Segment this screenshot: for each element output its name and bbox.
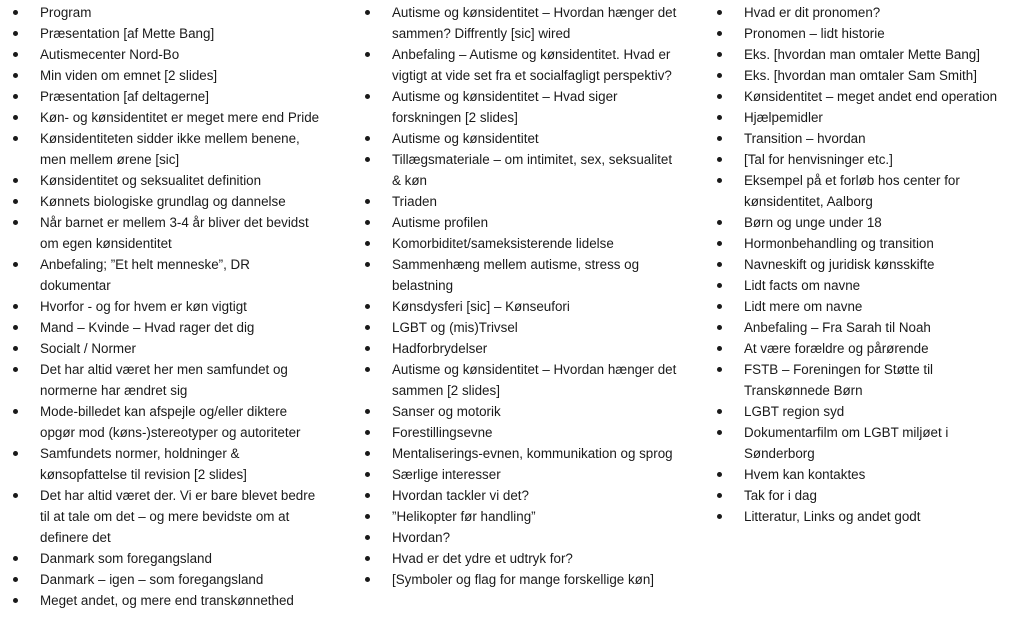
list-item-text: Eks. [hvordan man omtaler Mette Bang]	[744, 47, 980, 62]
bullet-icon	[717, 514, 722, 519]
list-item	[362, 527, 680, 548]
list-item-text: Autismecenter Nord-Bo	[40, 47, 180, 62]
bullet-column-2	[362, 2, 680, 590]
bullet-icon	[13, 199, 18, 204]
list-item	[714, 317, 1020, 338]
list-item-text: Autisme og kønsidentitet – Hvordan hænger det sammen? Diffrently [sic] wired	[392, 5, 677, 41]
bullet-icon	[717, 73, 722, 78]
bullet-icon	[717, 178, 722, 183]
bullet-icon	[365, 577, 370, 582]
bullet-icon	[717, 367, 722, 372]
bullet-icon	[717, 409, 722, 414]
bullet-icon	[365, 493, 370, 498]
list-item	[10, 191, 320, 212]
list-item-text: Når barnet er mellem 3-4 år bliver det bevidst om egen kønsidentitet	[40, 215, 309, 251]
list-item	[362, 128, 680, 149]
list-item-text: Lidt facts om navne	[744, 278, 861, 293]
list-item-text: Mand – Kvinde – Hvad rager det dig	[40, 320, 255, 335]
bullet-icon	[365, 10, 370, 15]
bullet-icon	[717, 94, 722, 99]
bullet-icon	[717, 472, 722, 477]
list-item-text: Hvordan?	[392, 530, 451, 545]
list-item	[362, 443, 680, 464]
list-item	[362, 254, 680, 296]
list-item-text: Hadforbrydelser	[392, 341, 488, 356]
bullet-icon	[365, 52, 370, 57]
bullet-icon	[365, 304, 370, 309]
list-item	[714, 296, 1020, 317]
list-item	[362, 464, 680, 485]
list-item-text: Hvordan tackler vi det?	[392, 488, 529, 503]
list-item-text: Mentaliserings-evnen, kommunikation og sprog	[392, 446, 673, 461]
list-item	[10, 485, 320, 548]
list-item	[362, 569, 680, 590]
list-item	[714, 422, 1020, 464]
list-item	[10, 44, 320, 65]
list-item	[10, 317, 320, 338]
bullet-icon	[717, 115, 722, 120]
list-item-text: Autisme og kønsidentitet – Hvad siger forskningen [2 slides]	[392, 89, 618, 125]
bullet-icon	[717, 304, 722, 309]
list-item-text: Anbefaling – Fra Sarah til Noah	[744, 320, 931, 335]
list-item	[362, 149, 680, 191]
list-item	[714, 233, 1020, 254]
list-item-text: Hvorfor - og for hvem er køn vigtigt	[40, 299, 247, 314]
list-item-text: Socialt / Normer	[40, 341, 136, 356]
list-item	[362, 485, 680, 506]
list-item	[362, 338, 680, 359]
list-item-text: Hvad er det ydre et udtryk for?	[392, 551, 573, 566]
list-item	[10, 2, 320, 23]
bullet-icon	[717, 10, 722, 15]
bullet-icon	[717, 430, 722, 435]
bullet-icon	[13, 136, 18, 141]
list-item	[362, 212, 680, 233]
list-item-text: Eksempel på et forløb hos center for kønsidentitet, Aalborg	[744, 173, 960, 209]
list-item	[714, 359, 1020, 401]
bullet-icon	[365, 346, 370, 351]
list-item-text: Komorbiditet/sameksisterende lidelse	[392, 236, 614, 251]
list-item	[714, 401, 1020, 422]
list-item	[362, 359, 680, 401]
list-item-text: Litteratur, Links og andet godt	[744, 509, 921, 524]
list-item	[362, 86, 680, 128]
bullet-icon	[365, 220, 370, 225]
list-item	[362, 2, 680, 44]
list-item-text: Kønsidentitet – meget andet end operation	[744, 89, 998, 104]
bullet-icon	[13, 493, 18, 498]
list-item-text: Navneskift og juridisk kønsskifte	[744, 257, 935, 272]
bullet-icon	[13, 577, 18, 582]
list-item	[10, 212, 320, 254]
list-item-text: Dokumentarfilm om LGBT miljøet i Sønderborg	[744, 425, 949, 461]
list-item-text: Eks. [hvordan man omtaler Sam Smith]	[744, 68, 977, 83]
list-item	[10, 254, 320, 296]
bullet-icon	[717, 283, 722, 288]
bullet-icon	[365, 241, 370, 246]
list-item	[362, 317, 680, 338]
list-item-text: Pronomen – lidt historie	[744, 26, 885, 41]
list-item-text: Min viden om emnet [2 slides]	[40, 68, 218, 83]
bullet-icon	[13, 73, 18, 78]
list-item-text: [Symboler og flag for mange forskellige køn]	[392, 572, 654, 587]
list-item-text: Autisme og kønsidentitet	[392, 131, 539, 146]
bullet-icon	[717, 31, 722, 36]
list-item-text: Præsentation [af deltagerne]	[40, 89, 209, 104]
bullet-icon	[13, 367, 18, 372]
bullet-icon	[365, 451, 370, 456]
list-item	[362, 422, 680, 443]
list-item-text: Autisme og kønsidentitet – Hvordan hænger det sammen [2 slides]	[392, 362, 677, 398]
list-item	[10, 23, 320, 44]
bullet-icon	[13, 94, 18, 99]
bullet-icon	[365, 367, 370, 372]
bullet-icon	[717, 262, 722, 267]
list-item	[10, 86, 320, 107]
list-item	[10, 401, 320, 443]
bullet-icon	[717, 136, 722, 141]
bullet-icon	[13, 451, 18, 456]
list-item	[714, 485, 1020, 506]
list-item-text: Danmark som foregangsland	[40, 551, 212, 566]
bullet-icon	[365, 199, 370, 204]
list-item-text: Sammenhæng mellem autisme, stress og belastning	[392, 257, 640, 293]
list-item	[714, 464, 1020, 485]
bullet-icon	[13, 304, 18, 309]
list-item-text: Hvem kan kontaktes	[744, 467, 866, 482]
list-item	[714, 506, 1020, 527]
bullet-icon	[717, 220, 722, 225]
list-item-text: Transition – hvordan	[744, 131, 866, 146]
bullet-icon	[717, 325, 722, 330]
list-item-text: LGBT og (mis)Trivsel	[392, 320, 518, 335]
list-item-text: Køn- og kønsidentitet er meget mere end Pride	[40, 110, 320, 125]
list-item-text: FSTB – Foreningen for Støtte til Transkønnede Børn	[744, 362, 934, 398]
list-item-text: Hjælpemidler	[744, 110, 823, 125]
bullet-icon	[717, 157, 722, 162]
list-item-text: Kønsidentiteten sidder ikke mellem benene, men mellem ørene [sic]	[40, 131, 300, 167]
list-item-text: Lidt mere om navne	[744, 299, 863, 314]
list-item	[714, 65, 1020, 86]
bullet-icon	[365, 409, 370, 414]
bullet-icon	[365, 94, 370, 99]
list-item-text: Program	[40, 5, 92, 20]
list-item-text: Kønsdysferi [sic] – Kønseufori	[392, 299, 570, 314]
bullet-icon	[13, 115, 18, 120]
list-item	[10, 569, 320, 590]
bullet-column-3	[714, 2, 1020, 527]
bullet-icon	[13, 325, 18, 330]
list-item	[714, 338, 1020, 359]
bullet-icon	[365, 514, 370, 519]
list-item	[362, 296, 680, 317]
bullet-icon	[13, 346, 18, 351]
list-item-text: Hormonbehandling og transition	[744, 236, 934, 251]
list-item	[714, 170, 1020, 212]
list-item-text: Hvad er dit pronomen?	[744, 5, 881, 20]
list-item	[714, 44, 1020, 65]
list-item	[714, 149, 1020, 170]
list-item-text: Børn og unge under 18	[744, 215, 882, 230]
list-item	[10, 296, 320, 317]
list-item	[10, 65, 320, 86]
list-item-text: Triaden	[392, 194, 437, 209]
bullet-icon	[365, 556, 370, 561]
list-item-text: Autisme profilen	[392, 215, 489, 230]
bullet-icon	[13, 10, 18, 15]
bullet-icon	[365, 262, 370, 267]
list-item-text: Mode-billedet kan afspejle og/eller diktere opgør mod (køns-)stereotyper og autoriteter	[40, 404, 301, 440]
list-item-text: Tak for i dag	[744, 488, 817, 503]
list-item	[714, 23, 1020, 44]
bullet-icon	[13, 220, 18, 225]
list-item-text: LGBT region syd	[744, 404, 845, 419]
bullet-icon	[13, 556, 18, 561]
list-item-text: ”Helikopter før handling”	[392, 509, 536, 524]
bullet-icon	[13, 52, 18, 57]
list-item-text: Kønsidentitet og seksualitet definition	[40, 173, 262, 188]
list-item	[10, 443, 320, 485]
list-item-text: Kønnets biologiske grundlag og dannelse	[40, 194, 286, 209]
bullet-icon	[717, 346, 722, 351]
list-item	[10, 170, 320, 191]
bullet-icon	[365, 136, 370, 141]
bullet-column-1	[10, 2, 320, 611]
list-item-text: Sanser og motorik	[392, 404, 501, 419]
list-item	[10, 338, 320, 359]
bullet-icon	[13, 31, 18, 36]
list-item	[362, 548, 680, 569]
list-item	[714, 2, 1020, 23]
bullet-icon	[13, 598, 18, 603]
list-item	[714, 86, 1020, 107]
list-item	[362, 191, 680, 212]
bullet-icon	[717, 241, 722, 246]
list-item	[10, 359, 320, 401]
bullet-icon	[365, 157, 370, 162]
list-item	[714, 128, 1020, 149]
list-item	[714, 275, 1020, 296]
bullet-icon	[13, 178, 18, 183]
list-item-text: Det har altid været her men samfundet og normerne har ændret sig	[40, 362, 288, 398]
bullet-icon	[365, 325, 370, 330]
bullet-icon	[13, 262, 18, 267]
list-item-text: Det har altid været der. Vi er bare blevet bedre til at tale om det – og mere bevidste om at definere det	[40, 488, 316, 545]
list-item	[362, 401, 680, 422]
bullet-icon	[717, 493, 722, 498]
list-item-text: Meget andet, og mere end transkønnethed	[40, 593, 294, 608]
bullet-icon	[365, 535, 370, 540]
list-item-text: Præsentation [af Mette Bang]	[40, 26, 215, 41]
list-item-text: Anbefaling – Autisme og kønsidentitet. Hvad er vigtigt at vide set fra et socialfagligt perspektiv?	[392, 47, 672, 83]
list-item-text: Forestillingsevne	[392, 425, 493, 440]
list-item-text: At være forældre og pårørende	[744, 341, 929, 356]
list-item-text: Samfundets normer, holdninger & kønsopfattelse til revision [2 slides]	[40, 446, 247, 482]
list-item-text: Tillægsmateriale – om intimitet, sex, seksualitet & køn	[392, 152, 673, 188]
list-item	[10, 548, 320, 569]
list-item	[714, 254, 1020, 275]
list-item	[362, 44, 680, 86]
list-item	[362, 506, 680, 527]
list-item	[714, 107, 1020, 128]
bullet-icon	[365, 472, 370, 477]
list-item-text: Anbefaling; ”Et helt menneske”, DR dokumentar	[40, 257, 250, 293]
bullet-icon	[13, 409, 18, 414]
list-item	[10, 107, 320, 128]
list-item	[10, 128, 320, 170]
list-item-text: Særlige interesser	[392, 467, 501, 482]
list-item-text: Danmark – igen – som foregangsland	[40, 572, 264, 587]
list-item	[714, 212, 1020, 233]
bullet-icon	[717, 52, 722, 57]
list-item	[362, 233, 680, 254]
bullet-icon	[365, 430, 370, 435]
list-item	[10, 590, 320, 611]
list-item-text: [Tal for henvisninger etc.]	[744, 152, 893, 167]
